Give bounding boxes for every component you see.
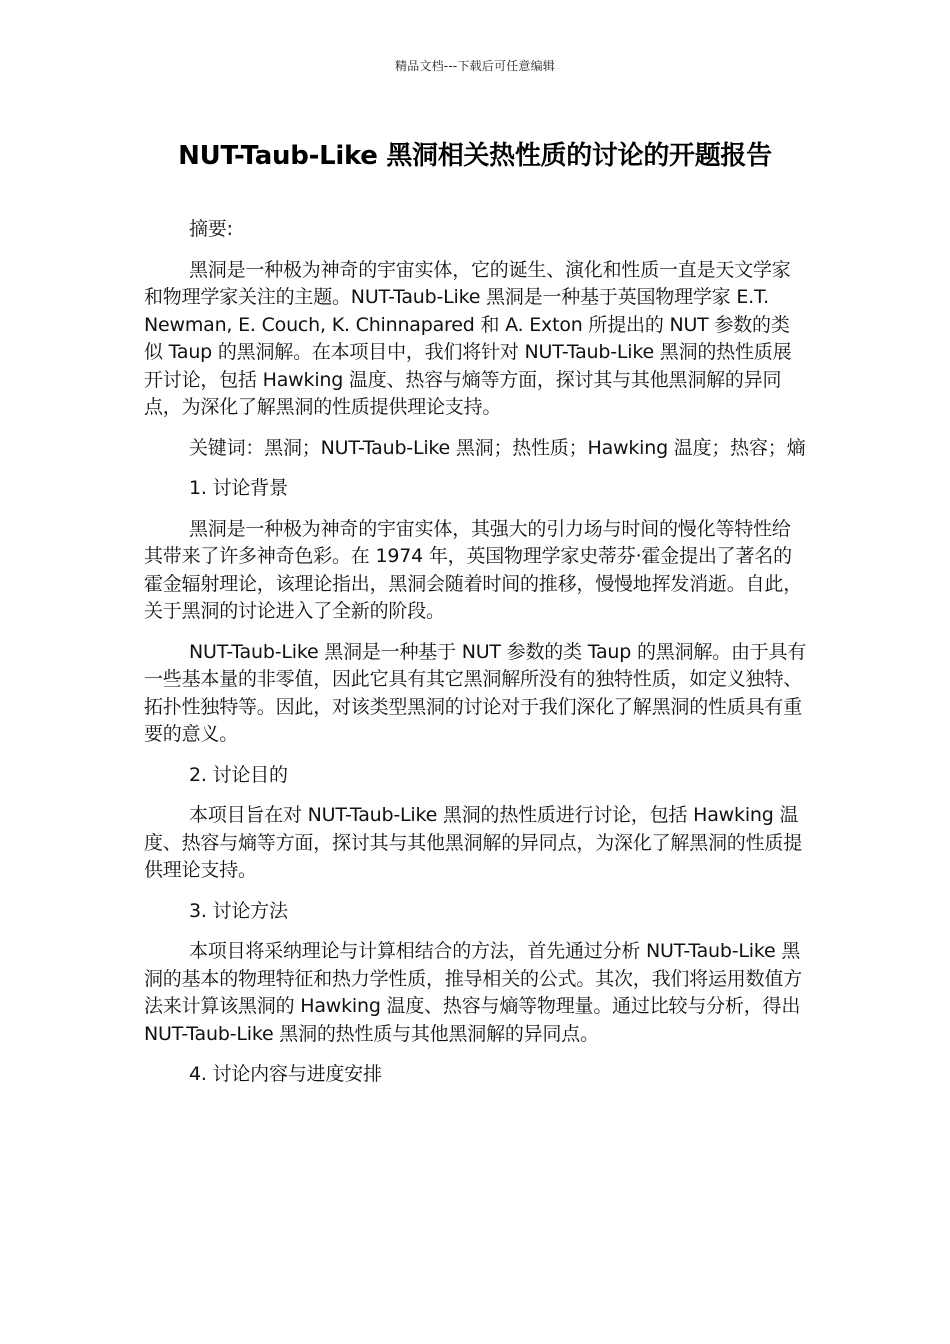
document-title: NUT-Taub-Like 黑洞相关热性质的讨论的开题报告 — [178, 141, 772, 171]
background-paragraph-1: 黑洞是一种极为神奇的宇宙实体，其强大的引力场与时间的慢化等特性给其带来了许多神奇色彩。在 1974 年，英国物理学家史蒂芬·霍金提出了著名的霍金辐射理论，该理论指出，黑洞会随着时间的推移，慢慢地挥发消逝。自此，关于黑洞的讨论进入了全新的阶段。 — [144, 517, 803, 622]
purpose-paragraph: 本项目旨在对 NUT-Taub-Like 黑洞的热性质进行讨论，包括 Hawking 温度、热容与熵等方面，探讨其与其他黑洞解的异同点，为深化了解黑洞的性质提供理论支持。 — [144, 804, 803, 881]
abstract-heading: 摘要: — [189, 218, 233, 240]
document-body — [144, 216, 808, 1102]
keywords-paragraph: 关键词：黑洞；NUT-Taub-Like 黑洞；热性质；Hawking 温度；热容；熵 — [189, 436, 806, 459]
method-paragraph: 本项目将采纳理论与计算相结合的方法，首先通过分析 NUT-Taub-Like 黑洞的基本的物理特征和热力学性质，推导相关的公式。其次，我们将运用数值方法来计算该黑洞的 Hawking 温度、热容与熵等物理量。通过比较与分析，得出 NUT-Taub-Like 黑洞的热性质与其他黑洞解的异同点。 — [144, 940, 803, 1045]
section-heading-content-schedule: 4. 讨论内容与进度安排 — [189, 1063, 382, 1085]
abstract-paragraph: 黑洞是一种极为神奇的宇宙实体，它的诞生、演化和性质一直是天文学家和物理学家关注的主题。NUT-Taub-Like 黑洞是一种基于英国物理学家 E.T. Newman, E. Couch, K. Chinnapared 和 A. Exton 所提出的 NUT 参数的类似 Taup 的黑洞解。在本项目中，我们将针对 NUT-Taub-Like 黑洞的热性质展开讨论，包括 Hawking 温度、热容与熵等方面，探讨其与其他黑洞解的异同点，为深化了解黑洞的性质提供理论支持。 — [144, 258, 792, 418]
background-paragraph-2: NUT-Taub-Like 黑洞是一种基于 NUT 参数的类 Taup 的黑洞解。由于具有一些基本量的非零值，因此它具有其它黑洞解所没有的独特性质，如定义独特、拓扑性独特等。因此，对该类型黑洞的讨论对于我们深化了解黑洞的性质具有重要的意义。 — [144, 640, 807, 745]
header-note: 精品文档---下载后可任意编辑 — [395, 59, 555, 73]
section-heading-method: 3. 讨论方法 — [189, 899, 288, 922]
section-heading-purpose: 2. 讨论目的 — [189, 763, 288, 786]
section-heading-background: 1. 讨论背景 — [189, 477, 288, 499]
